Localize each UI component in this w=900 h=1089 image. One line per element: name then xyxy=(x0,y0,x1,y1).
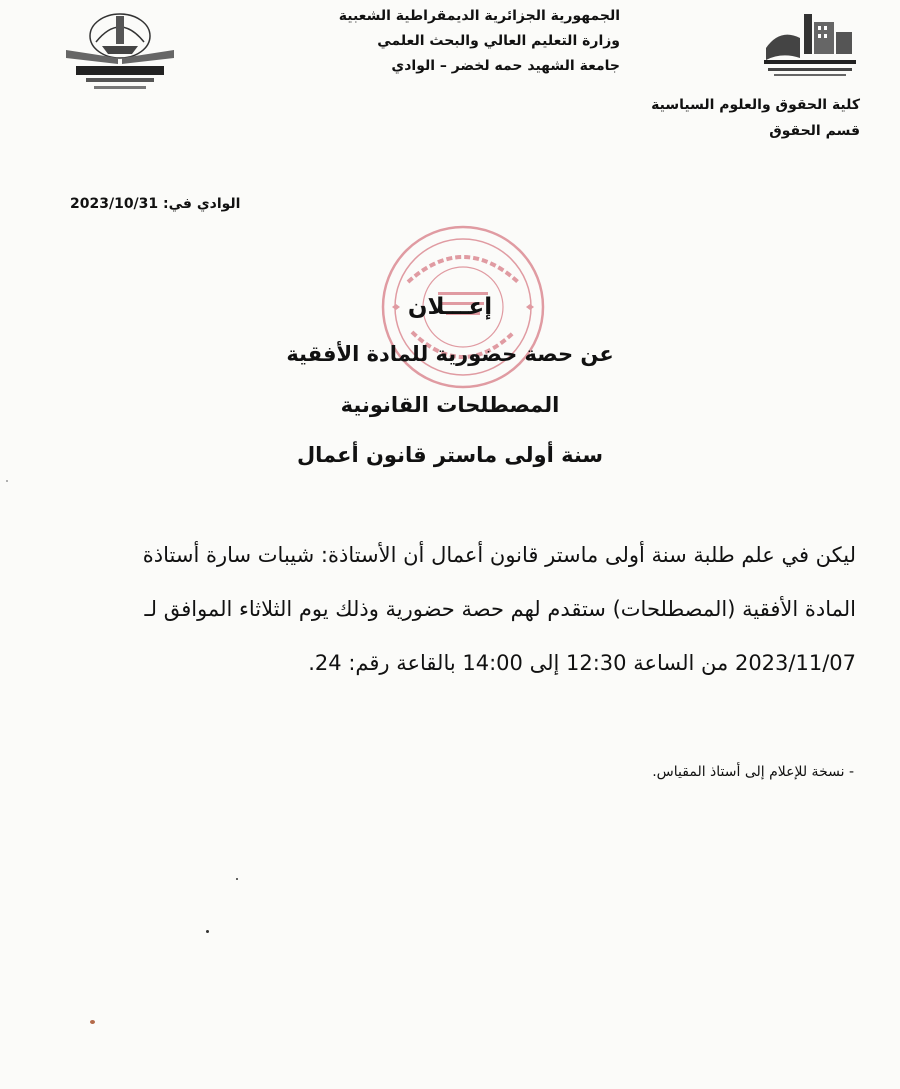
scan-speck xyxy=(90,1020,95,1024)
faculty-block xyxy=(651,92,860,144)
announcement-course: المصطلحات القانونية xyxy=(340,393,560,417)
ministry-line: وزارة التعليم العالي والبحث العلمي xyxy=(377,33,620,49)
republic-line: الجمهورية الجزائرية الديمقراطية الشعبية xyxy=(338,8,620,24)
date-label: الوادي في: xyxy=(163,196,241,212)
header-block xyxy=(300,4,620,79)
copy-note: - نسخة للإعلام إلى أستاذ المقياس. xyxy=(652,764,854,780)
date-line xyxy=(70,196,240,212)
university-logo xyxy=(760,8,860,80)
faculty-name: كلية الحقوق والعلوم السياسية xyxy=(651,97,860,113)
body-line-1: ليكن في علم طلبة سنة أولى ماستر قانون أعمال أن الأستاذة: شيبات سارة أستاذة xyxy=(142,543,856,567)
announcement-heading: إعـــلان xyxy=(407,294,493,320)
scan-speck xyxy=(6,480,8,482)
faculty-logo xyxy=(62,2,178,94)
announcement-body xyxy=(56,528,856,690)
body-line-3: 2023/11/07 من الساعة 12:30 إلى 14:00 بالقاعة رقم: 24. xyxy=(308,651,856,675)
body-line-2: المادة الأفقية (المصطلحات) ستقدم لهم حصة حضورية وذلك يوم الثلاثاء الموافق لـ xyxy=(144,597,856,621)
university-line: جامعة الشهيد حمه لخضر – الوادي xyxy=(391,58,620,74)
announcement-level: سنة أولى ماستر قانون أعمال xyxy=(296,443,604,467)
scan-speck xyxy=(206,930,209,933)
scan-speck xyxy=(236,878,238,880)
date-value: 2023/10/31 xyxy=(70,196,159,212)
department-name: قسم الحقوق xyxy=(769,123,860,139)
announcement-subject: عن حصة حضورية للمادة الأفقية xyxy=(286,342,614,366)
